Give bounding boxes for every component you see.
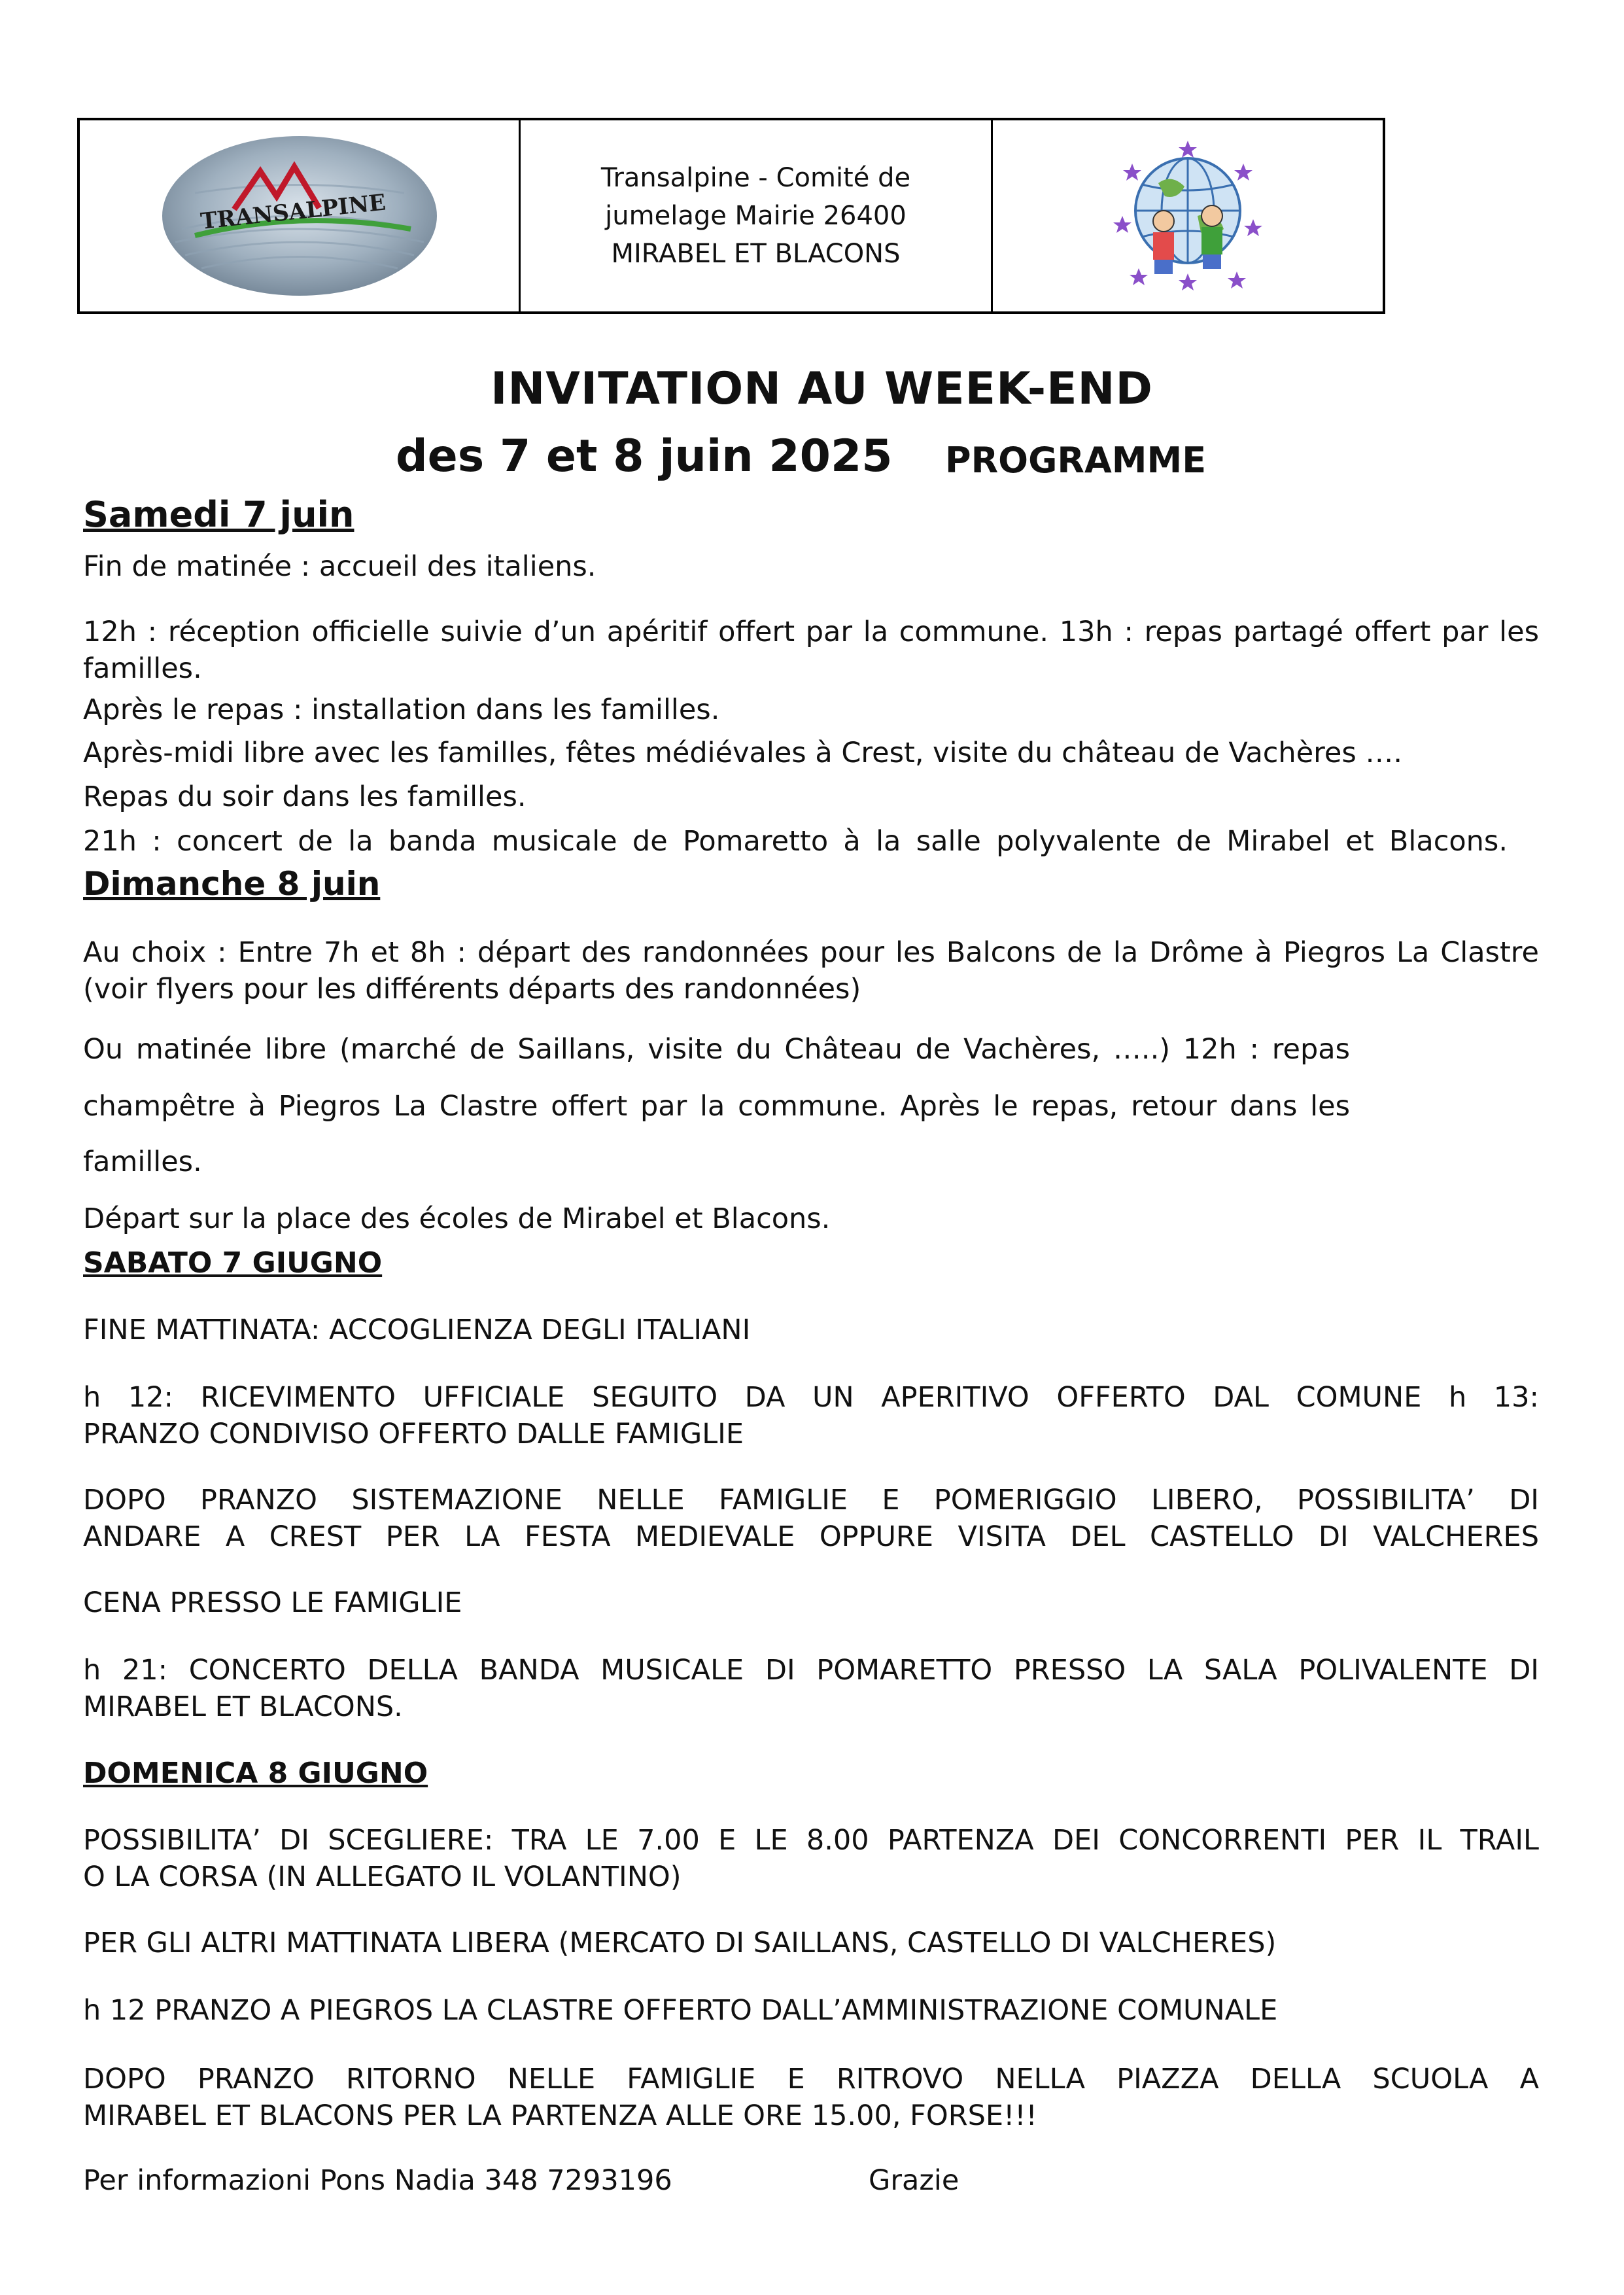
transalpine-logo-cell (80, 120, 521, 311)
domenica-ritorno (83, 2061, 1539, 2134)
title-line-2: des 7 et 8 juin 2025 (396, 430, 893, 482)
samedi-concert-line: 21h : concert de la banda musicale de Pomaretto à la salle polyvalente de Mirabel et Blacons. (83, 825, 1508, 858)
org-line-2: jumelage Mairie 26400 (605, 201, 907, 231)
header-table (77, 118, 1385, 314)
sabato-heading: SABATO 7 GIUGNO (83, 1246, 383, 1280)
logo-lettering: TRANSALPINE (199, 189, 387, 235)
samedi-reception-line-1: 12h : réception officielle suivie d’un apéritif offert par la commune. 13h : repas partagé offert par les (83, 616, 1539, 648)
organization-cell (521, 120, 993, 311)
samedi-apres-midi: Après-midi libre avec les familles, fêtes médiévales à Crest, visite du château de Vachères …. (83, 737, 1403, 769)
domenica-ritorno-line-2: MIRABEL ET BLACONS PER LA PARTENZA ALLE ORE 15.00, FORSE!!! (83, 2099, 1037, 2132)
dimanche-matinee-line-1: Ou matinée libre (marché de Saillans, visite du Château de Vachères, …..) 12h : repas (83, 1033, 1350, 1066)
sabato-concerto-line-1: h 21: CONCERTO DELLA BANDA MUSICALE DI POMARETTO PRESSO LA SALA POLIVALENTE DI (83, 1654, 1539, 1687)
samedi-apres-repas: Après le repas : installation dans les familles. (83, 693, 720, 726)
title-line-1: INVITATION AU WEEK-END (491, 363, 1153, 415)
domenica-pranzo: h 12 PRANZO A PIEGROS LA CLASTRE OFFERTO DALL’AMMINISTRAZIONE COMUNALE (83, 1994, 1278, 2027)
samedi-accueil: Fin de matinée : accueil des italiens. (83, 550, 596, 583)
domenica-possibilita-line-1: POSSIBILITA’ DI SCEGLIERE: TRA LE 7.00 E LE 8.00 PARTENZA DEI CONCORRENTI PER IL TRAIL (83, 1824, 1539, 1857)
sabato-ricevimento-line-1: h 12: RICEVIMENTO UFFICIALE SEGUITO DA UN APERITIVO OFFERTO DAL COMUNE h 13: (83, 1381, 1539, 1414)
dimanche-matinee-line-2: champêtre à Piegros La Clastre offert par la commune. Après le repas, retour dans les (83, 1090, 1350, 1123)
samedi-reception-line-2: familles. (83, 652, 202, 685)
domenica-heading: DOMENICA 8 GIUGNO (83, 1757, 428, 1790)
sabato-dopo-line-2: ANDARE A CREST PER LA FESTA MEDIEVALE OPPURE VISITA DEL CASTELLO DI VALCHERES (83, 1520, 1539, 1553)
dimanche-matinee-2 (83, 1088, 1350, 1125)
footer-info: Per informazioni Pons Nadia 348 7293196 (83, 2164, 672, 2197)
domenica-altri: PER GLI ALTRI MATTINATA LIBERA (MERCATO DI SAILLANS, CASTELLO DI VALCHERES) (83, 1927, 1277, 1959)
sabato-fine: FINE MATTINATA: ACCOGLIENZA DEGLI ITALIANI (83, 1314, 751, 1346)
dimanche-choix-line-2: (voir flyers pour les différents départs des randonnées) (83, 973, 861, 1006)
sabato-cena: CENA PRESSO LE FAMIGLIE (83, 1586, 462, 1619)
sabato-dopo (83, 1482, 1539, 1555)
sabato-concerto (83, 1652, 1539, 1725)
dimanche-heading: Dimanche 8 juin (83, 865, 381, 903)
sabato-concerto-line-2: MIRABEL ET BLACONS. (83, 1691, 403, 1723)
samedi-heading: Samedi 7 juin (83, 494, 354, 535)
dimanche-matinee-3: familles. (83, 1146, 202, 1178)
org-line-3: MIRABEL ET BLACONS (611, 239, 901, 269)
dimanche-depart: Départ sur la place des écoles de Mirabel et Blacons. (83, 1202, 831, 1235)
domenica-possibilita-line-2: O LA CORSA (IN ALLEGATO IL VOLANTINO) (83, 1861, 682, 1893)
domenica-ritorno-line-1: DOPO PRANZO RITORNO NELLE FAMIGLIE E RITROVO NELLA PIAZZA DELLA SCUOLA A (83, 2063, 1539, 2095)
globe-children-icon (1113, 137, 1263, 294)
programme-label: PROGRAMME (945, 440, 1207, 481)
sabato-ricevimento (83, 1379, 1539, 1452)
samedi-concert (83, 823, 1508, 860)
samedi-soir: Repas du soir dans les familles. (83, 780, 527, 813)
transalpine-logo (156, 131, 443, 301)
samedi-reception (83, 614, 1539, 687)
footer-thanks: Grazie (869, 2164, 959, 2197)
dimanche-choix (83, 934, 1539, 1007)
dimanche-matinee-1 (83, 1031, 1350, 1068)
sabato-ricevimento-line-2: PRANZO CONDIVISO OFFERTO DALLE FAMIGLIE (83, 1418, 744, 1450)
domenica-possibilita (83, 1822, 1539, 1895)
twinning-logo-cell (993, 120, 1383, 311)
dimanche-choix-line-1: Au choix : Entre 7h et 8h : départ des randonnées pour les Balcons de la Drôme à Piegros La Clastre (83, 936, 1539, 969)
org-line-1: Transalpine - Comité de (600, 163, 911, 193)
sabato-dopo-line-1: DOPO PRANZO SISTEMAZIONE NELLE FAMIGLIE E POMERIGGIO LIBERO, POSSIBILITA’ DI (83, 1484, 1539, 1516)
